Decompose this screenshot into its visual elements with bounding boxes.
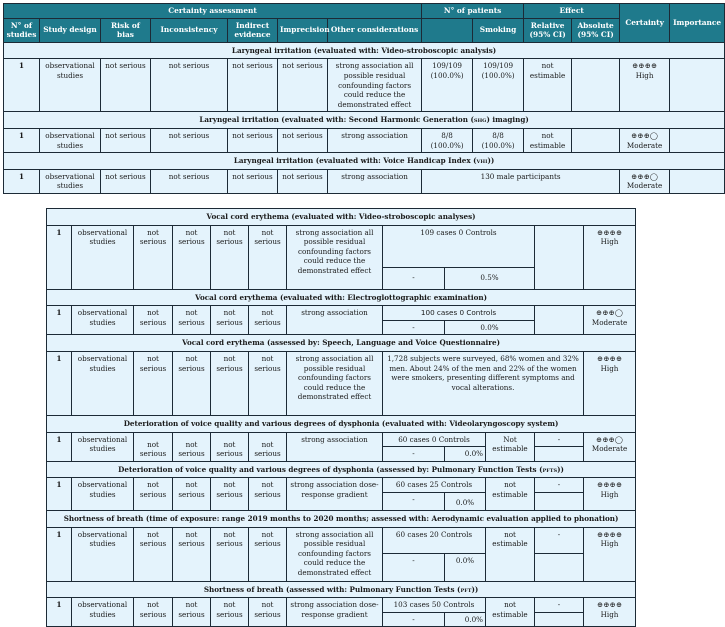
certainty-label: High xyxy=(635,70,654,80)
effect-sub-b: 0.5% xyxy=(445,267,535,289)
relative-effect: not estimable xyxy=(524,59,572,112)
effect-sub-a: - xyxy=(383,553,445,581)
absolute-effect-blank xyxy=(535,492,584,510)
effect-sub-a: - xyxy=(383,320,445,335)
absolute-effect-blank xyxy=(535,612,584,627)
inconsistency: not serious xyxy=(151,59,228,112)
merged-effect: 130 male participants xyxy=(422,169,620,193)
section-title: Laryngeal irritation (evaluated with: Voice Handicap Index (vhi)) xyxy=(4,153,725,170)
risk-of-bias: not serious xyxy=(134,306,173,335)
inconsistency: not serious xyxy=(173,432,211,461)
cases-controls: 100 cases 0 Controls xyxy=(383,306,535,321)
section-title: Shortness of breath (assessed with: Pulmonary Function Tests (pft)) xyxy=(47,581,636,598)
col-header-imprecision: Imprecision xyxy=(278,18,328,42)
other-considerations: strong association all possible residual confounding factors could reduce the demonstrated effect xyxy=(328,59,422,112)
certainty-rating xyxy=(584,598,636,627)
relative-effect: not estimable xyxy=(486,598,535,627)
section-title: Deterioration of voice quality and various degrees of dysphonia (evaluated with: Videolaryngoscopy system) xyxy=(47,415,636,432)
indirect-evidence: not serious xyxy=(228,59,278,112)
imprecision: not serious xyxy=(278,59,328,112)
cases-controls: 60 cases 0 Controls xyxy=(383,432,486,447)
risk-of-bias: not serious xyxy=(134,478,173,511)
n-studies: 1 xyxy=(47,527,72,581)
certainty-rating xyxy=(584,225,636,289)
absolute-effect xyxy=(572,59,620,112)
imprecision: not serious xyxy=(249,598,287,627)
imprecision: not serious xyxy=(249,527,287,581)
indirect-evidence: not serious xyxy=(211,527,249,581)
other-considerations: strong association all possible residual confounding factors could reduce the demonstrated effect xyxy=(287,351,383,415)
patients-count: 109/109 (100.0%) xyxy=(422,59,473,112)
importance xyxy=(670,59,725,112)
imprecision: not serious xyxy=(278,169,328,193)
col-header-absolute: Absolute (95% CI) xyxy=(572,18,620,42)
absolute-effect-blank xyxy=(535,553,584,581)
cases-controls: 60 cases 25 Controls xyxy=(383,478,486,493)
col-header-smoking: Smoking xyxy=(473,18,524,42)
smoking-count: 109/109 (100.0%) xyxy=(473,59,524,112)
indirect-evidence: not serious xyxy=(211,598,249,627)
inconsistency: not serious xyxy=(173,306,211,335)
certainty-label: Moderate xyxy=(591,317,628,327)
study-design: observational studies xyxy=(72,225,134,289)
certainty-symbols-icon: ⊕⊕⊕⊕ xyxy=(596,353,623,363)
certainty-label: High xyxy=(600,489,619,499)
certainty-symbols-icon: ⊕⊕⊕⊕ xyxy=(631,61,658,71)
indirect-evidence: not serious xyxy=(211,225,249,289)
study-design: observational studies xyxy=(72,306,134,335)
other-considerations: strong association xyxy=(328,128,422,152)
certainty-label: High xyxy=(600,539,619,549)
col-header-risk-of-bias: Risk of bias xyxy=(101,18,151,42)
inconsistency: not serious xyxy=(151,128,228,152)
section-title: Vocal cord erythema (evaluated with: Video-stroboscopic analyses) xyxy=(47,209,636,226)
study-design: observational studies xyxy=(40,59,101,112)
certainty-symbols-icon: ⊕⊕⊕⊕ xyxy=(596,600,623,610)
relative-effect: not estimable xyxy=(524,128,572,152)
certainty-rating xyxy=(584,478,636,511)
cases-controls: 103 cases 50 Controls xyxy=(383,598,486,613)
absolute-effect: - xyxy=(535,598,584,613)
effect-sub-b: 0.0% xyxy=(445,553,486,581)
certainty-symbols-icon: ⊕⊕⊕⊕ xyxy=(596,227,623,237)
risk-of-bias: not serious xyxy=(134,351,173,415)
grade-table-vocal-outcomes xyxy=(46,208,636,627)
certainty-rating xyxy=(620,169,670,193)
section-title: Vocal cord erythema (assessed by: Speech, Language and Voice Questionnaire) xyxy=(47,335,636,352)
section-title: Vocal cord erythema (evaluated with: Electroglottographic examination) xyxy=(47,289,636,306)
col-header-inconsistency: Inconsistency xyxy=(151,18,228,42)
indirect-evidence: not serious xyxy=(211,351,249,415)
other-considerations: strong association all possible residual confounding factors could reduce the demonstrated effect xyxy=(287,527,383,581)
smoking-count: 8/8 (100.0%) xyxy=(473,128,524,152)
imprecision: not serious xyxy=(249,432,287,461)
effect-sub-b: 0.0% xyxy=(445,320,535,335)
cases-controls: 60 cases 20 Controls xyxy=(383,527,486,553)
effect-sub-b: 0.0% xyxy=(445,612,486,627)
certainty-rating xyxy=(584,432,636,461)
inconsistency: not serious xyxy=(151,169,228,193)
other-considerations: strong association dose-response gradient xyxy=(287,598,383,627)
effect-sub-a: - xyxy=(383,612,445,627)
absolute-effect xyxy=(572,128,620,152)
certainty-label: Moderate xyxy=(591,444,628,454)
relative-effect: not estimable xyxy=(486,527,535,581)
group-header-patients: N° of patients xyxy=(422,4,524,19)
certainty-rating xyxy=(584,527,636,581)
study-design: observational studies xyxy=(40,128,101,152)
absolute-effect xyxy=(535,225,584,289)
certainty-label: High xyxy=(600,237,619,247)
inconsistency: not serious xyxy=(173,527,211,581)
group-header-certainty-assessment: Certainty assessment xyxy=(4,4,422,19)
indirect-evidence: not serious xyxy=(211,432,249,461)
section-title: Laryngeal irritation (evaluated with: Video-stroboscopic analysis) xyxy=(4,42,725,59)
imprecision: not serious xyxy=(249,306,287,335)
certainty-label: High xyxy=(600,363,619,373)
survey-summary: 1,728 subjects were surveyed, 68% women and 32% men. About 24% of the men and 22% of the women were smokers, presenting different symptoms and vocal alterations. xyxy=(383,351,584,415)
n-studies: 1 xyxy=(47,225,72,289)
grade-table-laryngeal-irritation xyxy=(3,3,725,194)
indirect-evidence: not serious xyxy=(211,478,249,511)
risk-of-bias: not serious xyxy=(101,128,151,152)
certainty-rating xyxy=(584,351,636,415)
n-studies: 1 xyxy=(4,128,40,152)
effect-sub-b: 0.0% xyxy=(445,447,486,462)
risk-of-bias: not serious xyxy=(101,169,151,193)
col-header-indirect-evidence: Indirect evidence xyxy=(228,18,278,42)
risk-of-bias: not serious xyxy=(134,527,173,581)
effect-sub-b: 0.0% xyxy=(445,492,486,510)
inconsistency: not serious xyxy=(173,225,211,289)
inconsistency: not serious xyxy=(173,598,211,627)
certainty-label: Moderate xyxy=(626,181,663,191)
imprecision: not serious xyxy=(278,128,328,152)
study-design: observational studies xyxy=(72,478,134,511)
effect-sub-a: - xyxy=(383,492,445,510)
imprecision: not serious xyxy=(249,351,287,415)
imprecision: not serious xyxy=(249,478,287,511)
absolute-effect-blank xyxy=(535,447,584,462)
n-studies: 1 xyxy=(47,351,72,415)
effect-sub-a: - xyxy=(383,267,445,289)
col-header-other-considerations: Other considerations xyxy=(328,18,422,42)
certainty-symbols-icon: ⊕⊕⊕◯ xyxy=(595,434,624,444)
inconsistency: not serious xyxy=(173,478,211,511)
certainty-rating xyxy=(584,306,636,335)
group-header-effect: Effect xyxy=(524,4,620,19)
n-studies: 1 xyxy=(47,598,72,627)
cases-controls: 109 cases 0 Controls xyxy=(383,225,535,267)
study-design: observational studies xyxy=(72,527,134,581)
indirect-evidence: not serious xyxy=(228,169,278,193)
other-considerations: strong association xyxy=(287,306,383,335)
inconsistency: not serious xyxy=(173,351,211,415)
other-considerations: strong association all possible residual confounding factors could reduce the demonstrated effect xyxy=(287,225,383,289)
risk-of-bias: not serious xyxy=(134,432,173,461)
section-title: Laryngeal irritation (evaluated with: Second Harmonic Generation (shg) imaging) xyxy=(4,112,725,129)
certainty-rating xyxy=(620,128,670,152)
certainty-label: Moderate xyxy=(626,140,663,150)
risk-of-bias: not serious xyxy=(134,225,173,289)
section-title: Deterioration of voice quality and various degrees of dysphonia (assessed by: Pulmonary Function Tests (pfts)) xyxy=(47,461,636,478)
section-title: Shortness of breath (time of exposure: range 2019 months to 2020 months; assessed with: Aerodynamic evaluation applied to phonation) xyxy=(47,510,636,527)
n-studies: 1 xyxy=(4,59,40,112)
col-header-certainty: Certainty xyxy=(620,4,670,43)
absolute-effect: - xyxy=(535,432,584,447)
certainty-label: High xyxy=(600,609,619,619)
risk-of-bias: not serious xyxy=(101,59,151,112)
col-header-n-studies: N° of studies xyxy=(4,18,40,42)
other-considerations: strong association xyxy=(287,432,383,461)
col-header-relative: Relative (95% CI) xyxy=(524,18,572,42)
n-studies: 1 xyxy=(4,169,40,193)
certainty-symbols-icon: ⊕⊕⊕⊕ xyxy=(596,480,623,490)
certainty-symbols-icon: ⊕⊕⊕◯ xyxy=(630,171,659,181)
col-header-patients-blank xyxy=(422,18,473,42)
n-studies: 1 xyxy=(47,432,72,461)
absolute-effect: - xyxy=(535,527,584,553)
other-considerations: strong association xyxy=(328,169,422,193)
study-design: observational studies xyxy=(40,169,101,193)
col-header-study-design: Study design xyxy=(40,18,101,42)
importance xyxy=(670,128,725,152)
indirect-evidence: not serious xyxy=(211,306,249,335)
other-considerations: strong association dose-response gradient xyxy=(287,478,383,511)
absolute-effect xyxy=(535,306,584,335)
relative-effect: not estimable xyxy=(486,478,535,511)
study-design: observational studies xyxy=(72,351,134,415)
patients-count: 8/8 (100.0%) xyxy=(422,128,473,152)
col-header-importance: Importance xyxy=(670,4,725,43)
absolute-effect: - xyxy=(535,478,584,493)
certainty-symbols-icon: ⊕⊕⊕⊕ xyxy=(596,529,623,539)
n-studies: 1 xyxy=(47,478,72,511)
relative-effect: Not estimable xyxy=(486,432,535,461)
certainty-symbols-icon: ⊕⊕⊕◯ xyxy=(630,130,659,140)
study-design: observational studies xyxy=(72,598,134,627)
certainty-rating xyxy=(620,59,670,112)
study-design: observational studies xyxy=(72,432,134,461)
n-studies: 1 xyxy=(47,306,72,335)
indirect-evidence: not serious xyxy=(228,128,278,152)
effect-sub-a: - xyxy=(383,447,445,462)
certainty-symbols-icon: ⊕⊕⊕◯ xyxy=(595,308,624,318)
risk-of-bias: not serious xyxy=(134,598,173,627)
importance xyxy=(670,169,725,193)
imprecision: not serious xyxy=(249,225,287,289)
